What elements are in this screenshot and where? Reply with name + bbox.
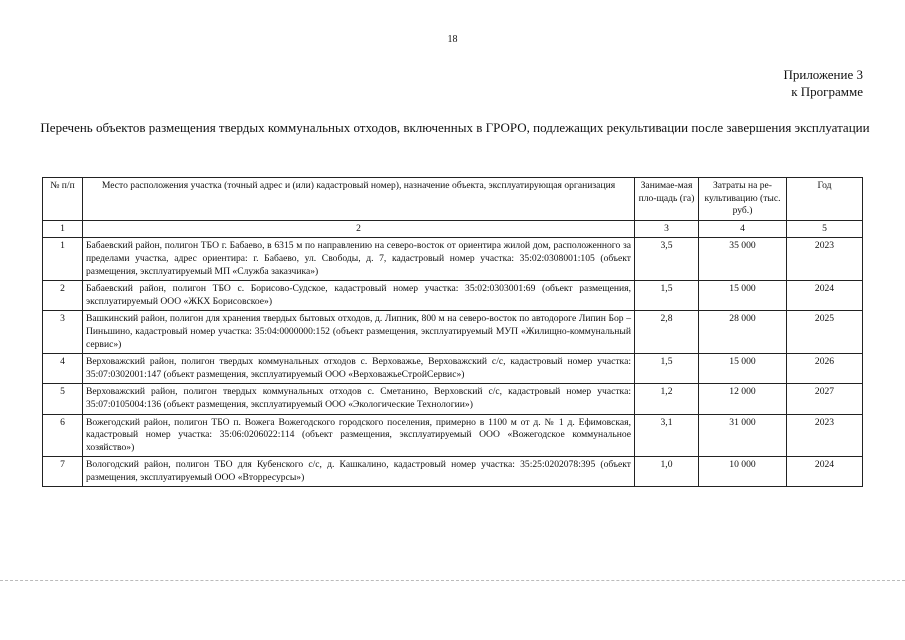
row-year: 2023 xyxy=(787,238,863,281)
table-row xyxy=(43,414,863,457)
row-number: 7 xyxy=(43,457,83,487)
row-location: Бабаевский район, полигон ТБО с. Борисово-Судское, кадастровый номер участка: 35:02:0303001:69 (объект размещения, эксплуатируемый ООО «ЖКХ Борисовское») xyxy=(83,281,635,311)
column-index: 4 xyxy=(699,220,787,238)
row-area: 1,5 xyxy=(635,354,699,384)
row-cost: 10 000 xyxy=(699,457,787,487)
row-cost: 35 000 xyxy=(699,238,787,281)
column-index: 3 xyxy=(635,220,699,238)
column-index: 5 xyxy=(787,220,863,238)
column-index-row xyxy=(43,220,863,238)
row-location: Вожегодский район, полигон ТБО п. Вожега Вожегодского городского поселения, примерно в 1100 м от д. № 1 д. Ефимовская, кадастровый номер участка: 35:06:0206022:114 (объект размещения, эксплуатируемый ООО «Вожегодское коммунальное хозяйство») xyxy=(83,414,635,457)
appendix-label xyxy=(783,66,863,100)
landfill-registry-table xyxy=(42,177,863,487)
column-index: 1 xyxy=(43,220,83,238)
row-area: 1,0 xyxy=(635,457,699,487)
row-cost: 12 000 xyxy=(699,384,787,414)
row-number: 5 xyxy=(43,384,83,414)
table-row xyxy=(43,281,863,311)
row-number: 6 xyxy=(43,414,83,457)
header-year: Год xyxy=(787,178,863,221)
table-row xyxy=(43,457,863,487)
page-number: 18 xyxy=(447,34,458,45)
table-row xyxy=(43,384,863,414)
header-cost: Затраты на ре-культивацию (тыс. руб.) xyxy=(699,178,787,221)
row-number: 4 xyxy=(43,354,83,384)
row-year: 2024 xyxy=(787,457,863,487)
table-row xyxy=(43,354,863,384)
row-number: 3 xyxy=(43,311,83,354)
row-year: 2023 xyxy=(787,414,863,457)
document-title: Перечень объектов размещения твердых коммунальных отходов, включенных в ГРОРО, подлежащих рекультивации после завершения эксплуатации xyxy=(40,120,870,135)
row-area: 2,8 xyxy=(635,311,699,354)
row-area: 3,5 xyxy=(635,238,699,281)
row-year: 2026 xyxy=(787,354,863,384)
header-area: Занимае-мая пло-щадь (га) xyxy=(635,178,699,221)
header-location: Место расположения участка (точный адрес и (или) кадастровый номер), назначение объекта, эксплуатирующая организация xyxy=(83,178,635,221)
row-cost: 31 000 xyxy=(699,414,787,457)
row-cost: 15 000 xyxy=(699,354,787,384)
row-year: 2024 xyxy=(787,281,863,311)
table-row xyxy=(43,311,863,354)
row-location: Верховажский район, полигон твердых коммунальных отходов с. Сметанино, Верховский с/с, кадастровый номер участка: 35:07:0105004:136 (объект размещения, эксплуатируемый ООО «Экологические Технологии») xyxy=(83,384,635,414)
row-location: Верховажский район, полигон твердых коммунальных отходов с. Верховажье, Верховажский с/с, кадастровый номер участка: 35:07:0302001:147 (объект размещения, эксплуатируемый ООО «ВерховажьеСтройСервис») xyxy=(83,354,635,384)
row-location: Вологодский район, полигон ТБО для Кубенского с/с, д. Кашкалино, кадастровый номер участка: 35:25:0202078:395 (объект размещения, эксплуатируемый ООО «Вторресурсы») xyxy=(83,457,635,487)
row-area: 1,5 xyxy=(635,281,699,311)
row-area: 3,1 xyxy=(635,414,699,457)
appendix-line-1: Приложение 3 xyxy=(783,67,863,82)
table-header-row xyxy=(43,178,863,221)
row-year: 2027 xyxy=(787,384,863,414)
row-cost: 15 000 xyxy=(699,281,787,311)
scan-edge-divider xyxy=(0,580,905,581)
header-num: № п/п xyxy=(43,178,83,221)
table-row xyxy=(43,238,863,281)
row-location: Бабаевский район, полигон ТБО г. Бабаево, в 6315 м по направлению на северо-восток от ориентира жилой дом, расположенного за пределами участка, адрес ориентира: г. Бабаево, ул. Свободы, д. 7, кадастровый номер участка: 35:02:0308001:105 (объект размещения, эксплуатируемый МП «Служба заказчика») xyxy=(83,238,635,281)
row-year: 2025 xyxy=(787,311,863,354)
row-number: 1 xyxy=(43,238,83,281)
appendix-line-2: к Программе xyxy=(791,84,863,99)
row-area: 1,2 xyxy=(635,384,699,414)
row-number: 2 xyxy=(43,281,83,311)
row-cost: 28 000 xyxy=(699,311,787,354)
column-index: 2 xyxy=(83,220,635,238)
row-location: Вашкинский район, полигон для хранения твердых бытовых отходов, д. Липник, 800 м на северо-восток по автодороге Липин Бор – Пиньшино, кадастровый номер участка: 35:04:0000000:152 (объект размещения, эксплуатируемый МУП «Жилищно-коммунальный сервис») xyxy=(83,311,635,354)
